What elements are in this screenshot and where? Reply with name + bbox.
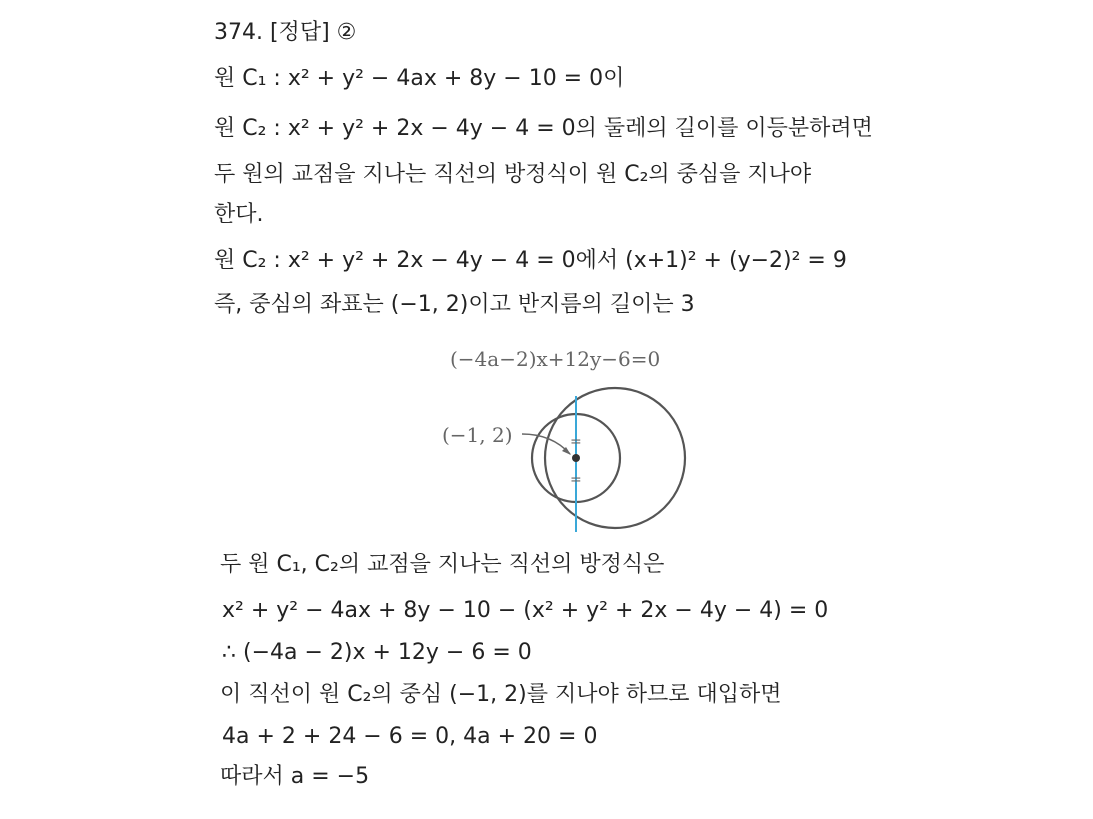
equal-mark-upper: = [570, 434, 582, 450]
problem-line-3: 두 원의 교점을 지나는 직선의 방정식이 원 C₂의 중심을 지나야 [214, 162, 812, 187]
equal-mark-lower: = [570, 472, 582, 488]
solution-line-4: 이 직선이 원 C₂의 중심 (−1, 2)를 지나야 하므로 대입하면 [220, 682, 782, 707]
two-circles-figure [430, 338, 730, 538]
solution-line-2: x² + y² − 4ax + 8y − 10 − (x² + y² + 2x − 4y − 4) = 0 [222, 598, 829, 623]
solution-line-1: 두 원 C₁, C₂의 교점을 지나는 직선의 방정식은 [220, 552, 665, 577]
problem-line-5: 원 C₂ : x² + y² + 2x − 4y − 4 = 0에서 (x+1)² + (y−2)² = 9 [214, 248, 847, 273]
center-point [572, 454, 580, 462]
problem-line-4: 한다. [214, 202, 264, 227]
solution-line-3: ∴ (−4a − 2)x + 12y − 6 = 0 [222, 640, 532, 665]
solution-line-5: 4a + 2 + 24 − 6 = 0, 4a + 20 = 0 [222, 724, 598, 749]
chord-line-label: (−4a−2)x+12y−6=0 [450, 347, 661, 371]
problem-line-1: 원 C₁ : x² + y² − 4ax + 8y − 10 = 0이 [214, 66, 625, 91]
solution-line-6: 따라서 a = −5 [220, 764, 370, 789]
problem-line-2: 원 C₂ : x² + y² + 2x − 4y − 4 = 0의 둘레의 길이를 이등분하려면 [214, 116, 873, 141]
center-point-label: (−1, 2) [442, 423, 513, 447]
circle-c1 [545, 388, 685, 528]
problem-header: 374. [정답] ② [214, 20, 357, 45]
problem-line-6: 즉, 중심의 좌표는 (−1, 2)이고 반지름의 길이는 3 [214, 292, 695, 317]
